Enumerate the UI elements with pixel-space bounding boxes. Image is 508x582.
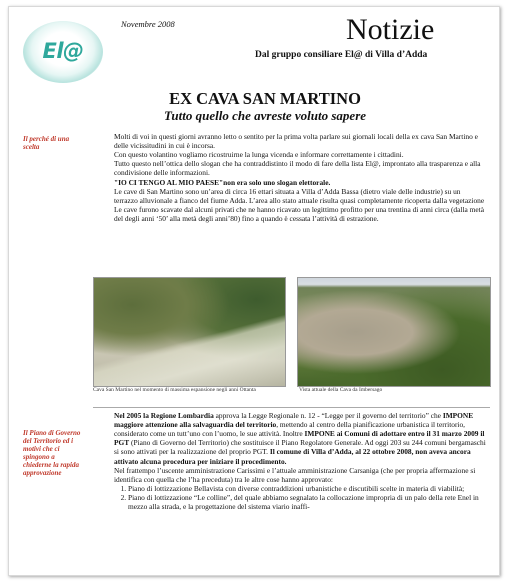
paragraph: Molti di voi in questi giorni avranno letto o sentito per la prima volta parlare sui giornali locali della ex cava San Martino e delle vicissitudini in cui è incorsa.: [114, 132, 478, 151]
ela-logo: [23, 21, 103, 83]
paragraph: Tutto questo nell’ottica dello slogan che ha contraddistinto il modo di fare della lista El@, improntato alla trasparenza e alla condivisione delle informazioni.: [114, 159, 481, 178]
newsletter-page: [8, 6, 500, 576]
newsletter-subtitle: Dal gruppo consiliare El@ di Villa d’Adda: [255, 50, 428, 60]
logo-text: El@: [42, 39, 84, 63]
article-headline: EX CAVA SAN MARTINO: [169, 89, 361, 108]
paragraph: Le cave di San Martino sono un’area di circa 16 ettari situata a Villa d’Adda Bassa (dietro viale delle industrie) su un terrazzo alluvionale a fianco del fiume Adda. L’area allo stato attuale risulta quasi completamente ricoperta dalla vegetazione Le cave furono scavate dal alcuni privati che ne hanno ricavato un legittimo profitto per una trentina di anni circa (dalla metà del degli anni ‘50’ alla metà degli anni’80) fino a quando è cessata l’attività di estrazione.: [114, 186, 485, 223]
newsletter-title: Notizie: [346, 13, 435, 46]
divider: [93, 407, 490, 408]
paragraph-pgt: Nel 2005 la Regione Lombardia approva la Legge Regionale n. 12 - “Legge per il governo del territorio” che IMPONE maggiore attenzione alla salvaguardia del territorio, mettendo al centro della pianificazione urbanistica il territorio, considerato come un tutt’uno con l’uomo, le sue attività. Inoltre IMPONE ai Comuni di adottare entro il 31 marzo 2009 il PGT (Piano di Governo del Territorio) che sostituisce il Piano Regolatore Generale. Ad oggi 203 su 244 comuni bergamaschi si sono attivati per la realizzazione del proprio PGT. Il comune di Villa d’Adda, al 22 ottobre 2008, non aveva ancora attivato alcuna procedura per iniziare il procedimento.: [114, 411, 486, 466]
sidebar-note-reason: Il perché di una scelta: [23, 135, 70, 152]
paragraph: Nel frattempo l’uscente amministrazione Carissimi e l’attuale amministrazione Carsaniga (che per propria affermazione si identifica con quella che l’ha preceduta) tra le altre cose hanno approvato:: [114, 465, 476, 484]
list-item: 1. Piano di lottizzazione Bellavista con diverse contraddizioni urbanistiche e discutibili scelte in materia di viabilità;: [128, 484, 486, 493]
paragraph: Con questo volantino vogliamo ricostruirne la lunga vicenda e informare correttamente i cittadini.: [114, 150, 404, 160]
photo-caption-2: Vista attuale della Cava da Imbersago: [299, 387, 383, 393]
section-intro: [114, 132, 486, 223]
photo-caption-1: Cava San Martino nel momento di massima espansione negli anni Ottanta: [93, 387, 256, 393]
approved-plans-list: [114, 484, 486, 511]
photo-quarry-current-view: [297, 277, 491, 387]
list-item: 2. Piano di lottizzazione “Le colline”, del quale abbiamo segnalato la collocazione impropria di un palo della rete Enel in mezzo alla strada, e la progettazione del sistema viario inaffi-: [128, 493, 486, 511]
section-pgt: [114, 411, 486, 511]
sidebar-note-pgt: Il Piano di Governo del Territorio ed i motivi che ci spingono a chiederne la rapida approvazione: [23, 429, 81, 478]
aerial-photo-quarry-1980s: [93, 277, 286, 387]
article-subheadline: Tutto quello che avreste voluto sapere: [163, 108, 367, 123]
slogan-paragraph: "IO CI TENGO AL MIO PAESE"non era solo uno slogan elettorale.: [114, 177, 331, 187]
issue-date: Novembre 2008: [121, 19, 175, 29]
